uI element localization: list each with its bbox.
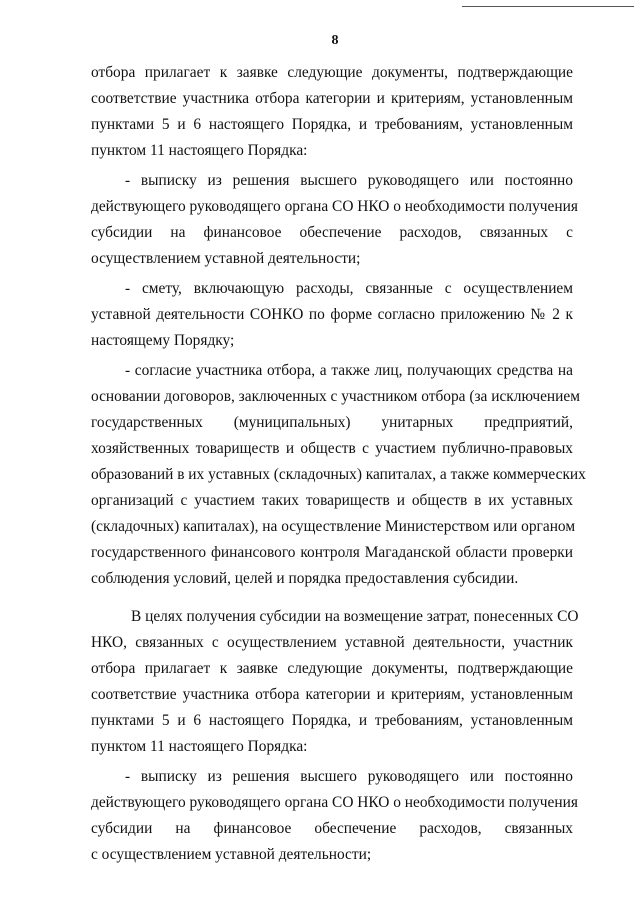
paragraph xyxy=(91,168,578,272)
text-line: государственных (муниципальных) унитарных предприятий, xyxy=(91,414,573,431)
text-line: (складочных) капиталах), на осуществление Министерством или органом xyxy=(91,518,576,535)
text-line: основании договоров, заключенных с участником отбора (за исключением xyxy=(91,388,580,405)
text-line: пунктом 11 настоящего Порядка: xyxy=(91,142,308,159)
paragraph xyxy=(91,604,579,760)
text-line: соответствие участника отбора категории и критериям, установленным xyxy=(91,686,573,703)
text-line: субсидии на финансовое обеспечение расходов, связанных с xyxy=(91,224,573,241)
text-line: хозяйственных товариществ и обществ с участием публично-правовых xyxy=(91,440,573,457)
text-line: отбора прилагает к заявке следующие документы, подтверждающие xyxy=(91,660,573,677)
text-line: - согласие участника отбора, а также лиц, получающих средства на xyxy=(125,362,573,379)
paragraph xyxy=(91,764,578,868)
text-line: - смету, включающую расходы, связанные с осуществлением xyxy=(125,280,573,297)
document-body xyxy=(91,60,586,872)
text-line: - выписку из решения высшего руководящего или постоянно xyxy=(125,768,573,785)
text-line: пунктами 5 и 6 настоящего Порядка, и требованиям, установленным xyxy=(91,712,573,729)
text-line: субсидии на финансовое обеспечение расходов, связанных xyxy=(91,820,573,837)
text-line: пунктом 11 настоящего Порядка: xyxy=(91,738,308,755)
text-line: НКО, связанных с осуществлением уставной деятельности, участник xyxy=(91,634,573,651)
text-line: государственного финансового контроля Магаданской области проверки xyxy=(91,544,573,561)
text-line: организаций с участием таких товариществ и обществ в их уставных xyxy=(91,492,573,509)
text-line: действующего руководящего органа СО НКО о необходимости получения xyxy=(91,198,578,215)
text-line: В целях получения субсидии на возмещение затрат, понесенных СО xyxy=(131,608,579,625)
text-line: отбора прилагает к заявке следующие документы, подтверждающие xyxy=(91,64,573,81)
text-line: с осуществлением уставной деятельности; xyxy=(91,846,372,863)
paragraph xyxy=(91,276,573,354)
text-line: уставной деятельности СОНКО по форме согласно приложению № 2 к xyxy=(91,306,573,323)
text-line: пунктами 5 и 6 настоящего Порядка, и требованиям, установленным xyxy=(91,116,573,133)
text-line: соответствие участника отбора категории и критериям, установленным xyxy=(91,90,573,107)
paragraph xyxy=(91,358,586,592)
top-rule xyxy=(462,6,634,7)
page-number: 8 xyxy=(331,33,339,48)
text-line: образований в их уставных (складочных) капиталах, а также коммерческих xyxy=(91,466,586,483)
text-line: осуществлением уставной деятельности; xyxy=(91,250,361,267)
text-line: соблюдения условий, целей и порядка предоставления субсидии. xyxy=(91,570,519,587)
text-line: настоящему Порядку; xyxy=(91,332,235,349)
text-line: действующего руководящего органа СО НКО о необходимости получения xyxy=(91,794,578,811)
text-line: - выписку из решения высшего руководящего или постоянно xyxy=(125,172,573,189)
paragraph xyxy=(91,60,573,164)
